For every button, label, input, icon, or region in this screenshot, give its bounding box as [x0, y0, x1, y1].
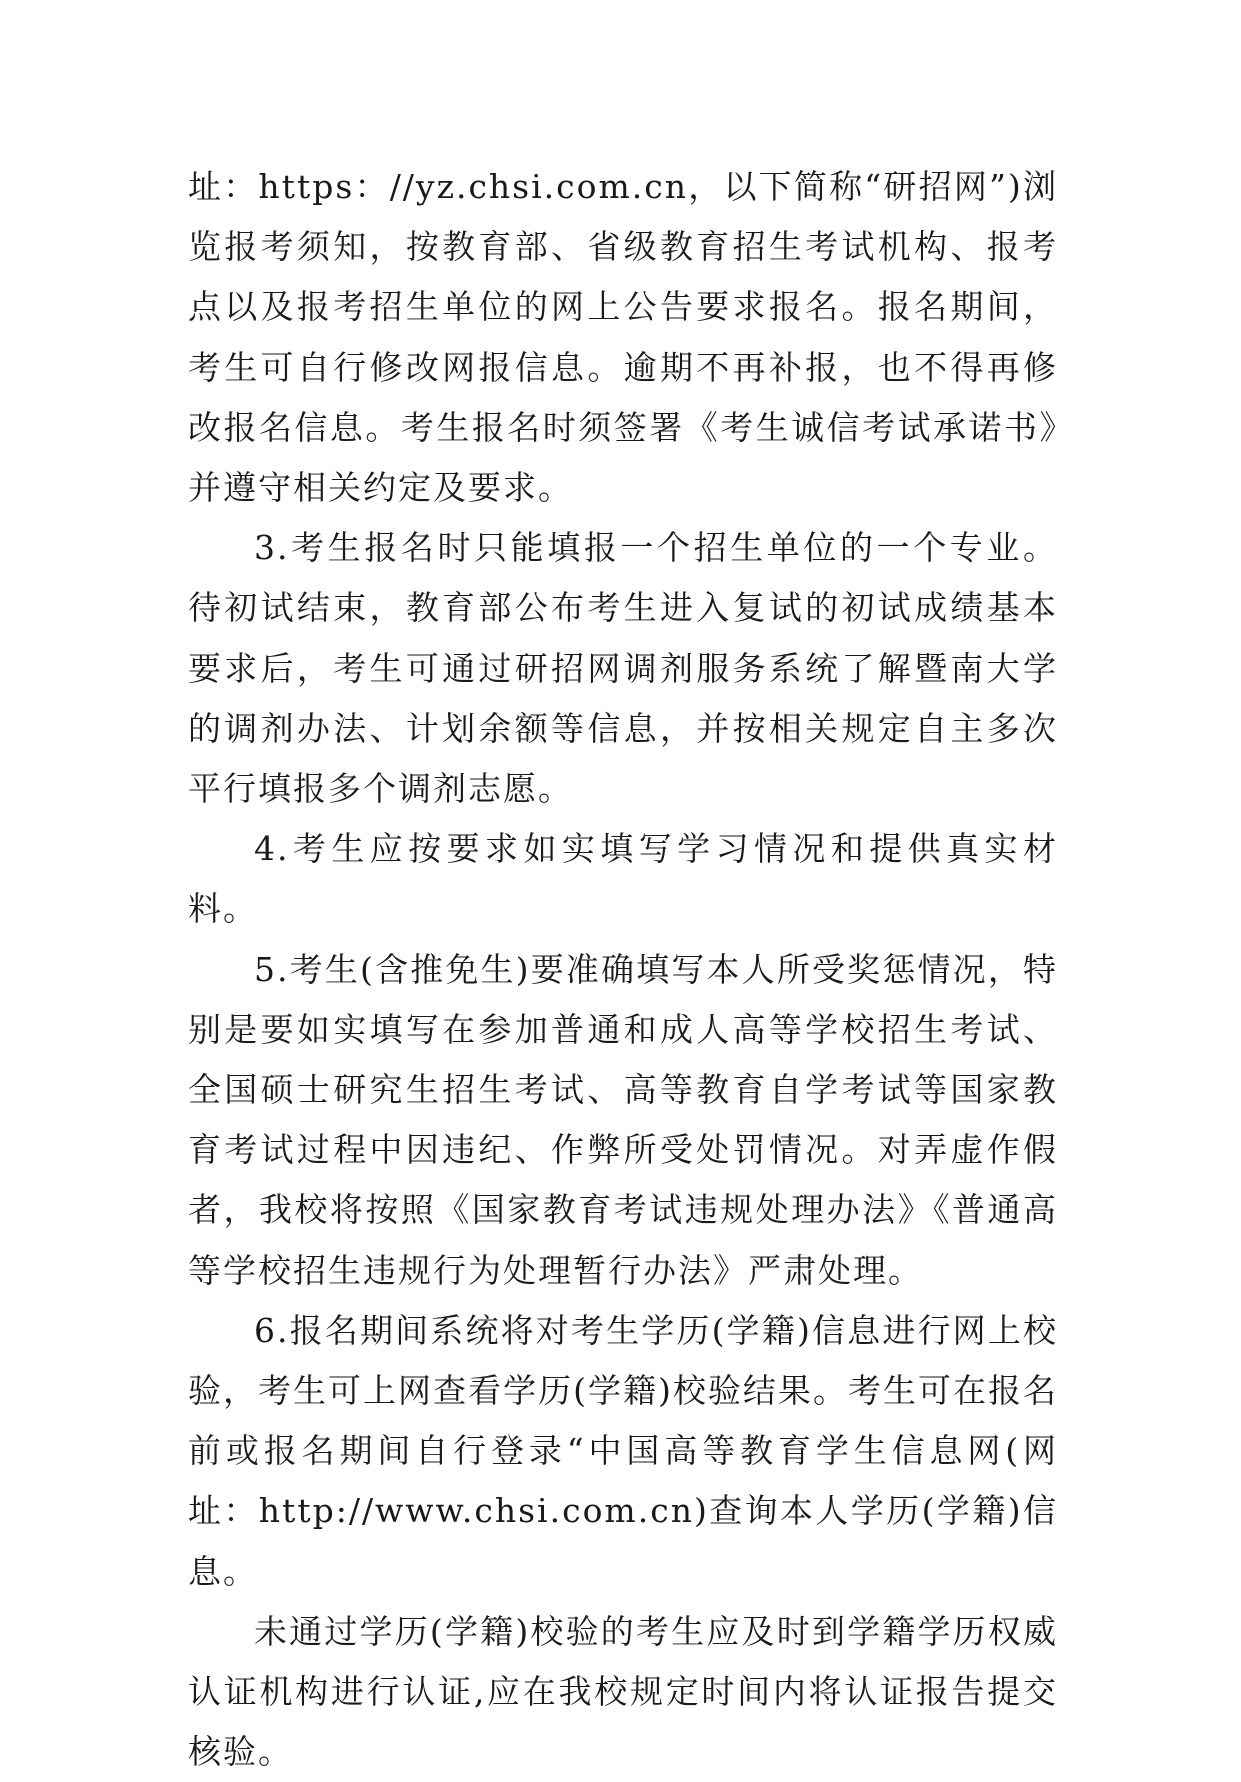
document-body [188, 157, 1058, 1782]
paragraph-verification-note: 未通过学历(学籍)校验的考生应及时到学籍学历权威认证机构进行认证,应在我校规定时间内将认证报告提交核验。 [188, 1611, 1058, 1772]
paragraph-registration-notice: 址：https：//yz.chsi.com.cn，以下简称“研招网”)浏览报考须知，按教育部、省级教育招生考试机构、报考点以及报考招生单位的网上公告要求报名。报名期间，考生可自行修改网报信息。逾期不再补报，也不得再修改报名信息。考生报名时须签署《考生诚信考试承诺书》并遵守相关约定及要求。 [188, 167, 1058, 508]
paragraph-item-4: 4.考生应按要求如实填写学习情况和提供真实材料。 [188, 829, 1058, 929]
paragraph-item-5: 5.考生(含推免生)要准确填写本人所受奖惩情况，特别是要如实填写在参加普通和成人高等学校招生考试、全国硕士研究生招生考试、高等教育自学考试等国家教育考试过程中因违纪、作弊所受处罚情况。对弄虚作假者，我校将按照《国家教育考试违规处理办法》《普通高等学校招生违规行为处理暂行办法》严肃处理。 [188, 949, 1058, 1290]
paragraph-item-3: 3.考生报名时只能填报一个招生单位的一个专业。待初试结束，教育部公布考生进入复试的初试成绩基本要求后，考生可通过研招网调剂服务系统了解暨南大学的调剂办法、计划余额等信息，并按相关规定自主多次平行填报多个调剂志愿。 [188, 528, 1058, 809]
paragraph-item-6: 6.报名期间系统将对考生学历(学籍)信息进行网上校验，考生可上网查看学历(学籍)校验结果。考生可在报名前或报名期间自行登录“中国高等教育学生信息网(网址：http://www.chsi.com.cn)查询本人学历(学籍)信息。 [188, 1310, 1058, 1591]
